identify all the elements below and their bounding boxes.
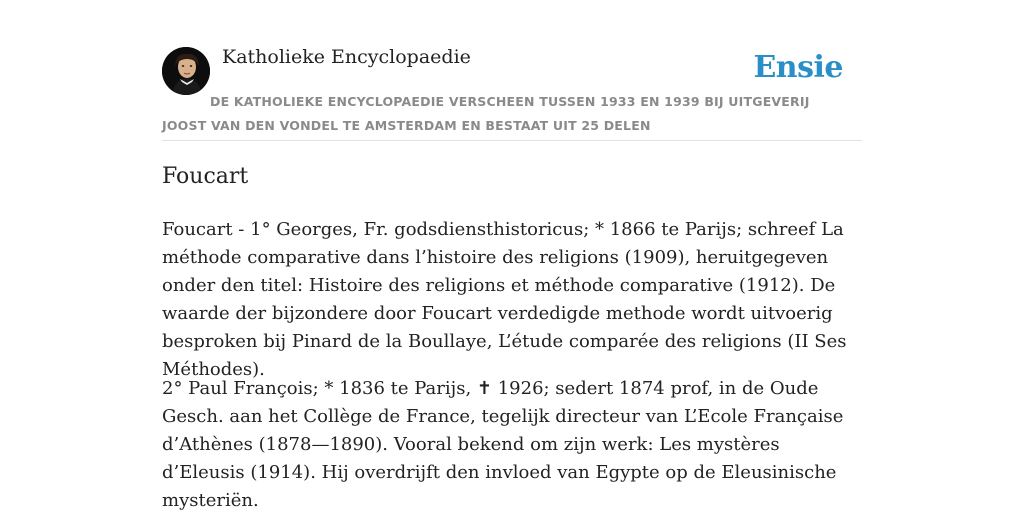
article-title: Foucart — [162, 164, 249, 189]
page-container — [162, 0, 862, 511]
brand-logo[interactable]: Ensie — [753, 50, 843, 85]
site-title[interactable]: Katholieke Encyclopaedie — [222, 46, 471, 68]
site-header — [162, 0, 862, 141]
site-description: DE KATHOLIEKE ENCYCLOPAEDIE VERSCHEEN TUSSEN 1933 EN 1939 BIJ UITGEVERIJ JOOST VAN DEN VONDEL TE AMSTERDAM EN BESTAAT UIT 25 DELEN — [162, 94, 810, 133]
article-paragraph-1: Foucart - 1° Georges, Fr. godsdiensthistoricus; * 1866 te Parijs; schreef La méthode comparative dans l’histoire des religions (1909), heruitgegeven onder den titel: Histoire des religions et méthode comparative (1912). De waarde der bijzondere door Foucart verdedigde methode wordt uitvoerig besproken bij Pinard de la Boullaye, L’étude comparée des religions (II Ses Méthodes). — [162, 219, 847, 380]
portrait-avatar-icon — [162, 47, 210, 95]
avatar[interactable] — [162, 47, 210, 95]
article-paragraph-2: 2° Paul François; * 1836 te Parijs, ✝ 1926; sedert 1874 prof, in de Oude Gesch. aan het Collège de France, tegelijk directeur van L’Ecole Française d’Athènes (1878—1890). Vooral bekend om zijn werk: Les mystères d’Eleusis (1914). Hij overdrijft den invloed van Egypte op de Eleusinische mysteriën. — [162, 378, 844, 511]
